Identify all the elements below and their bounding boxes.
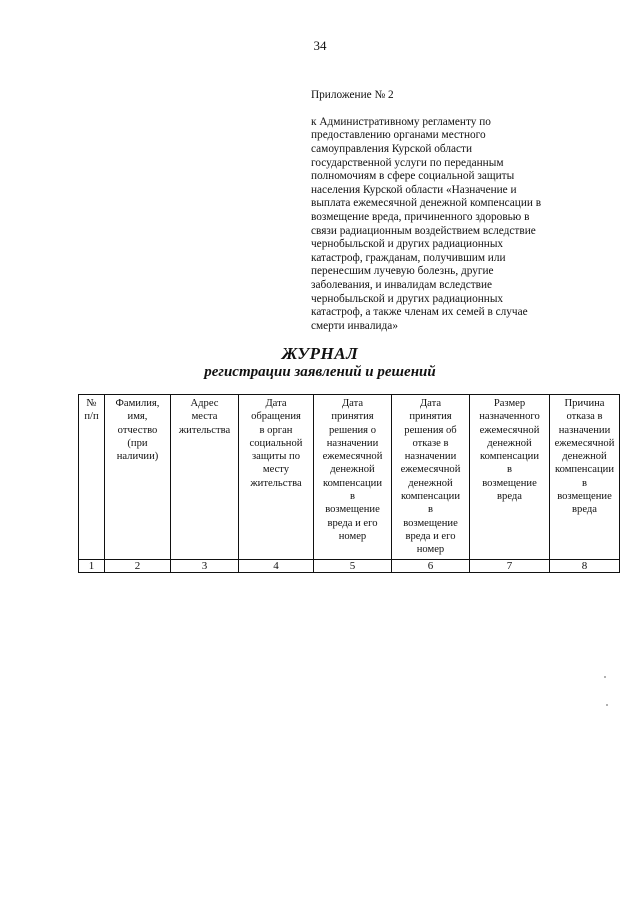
column-number: 5 [314, 559, 392, 572]
column-number: 8 [550, 559, 620, 572]
scan-speck [606, 704, 608, 706]
column-header-number: № п/п [79, 395, 105, 560]
journal-title: ЖУРНАЛ [281, 344, 359, 363]
column-header-compensation-amount: Размер назначенного ежемесячной денежной компенсации в возмещение вреда [470, 395, 550, 560]
column-number: 6 [392, 559, 470, 572]
appendix-title: Приложение № 2 [311, 88, 394, 101]
column-header-address: Адрес места жительства [171, 395, 239, 560]
column-number: 2 [105, 559, 171, 572]
appendix-text: к Административному регламенту по предоставлению органами местного самоуправления Курской области государственной услуги по переданным полномочиям в сфере социальной защиты населения Курской области «Назначение и выплата ежемесячной денежной компенсации в возмещение вреда, причиненного здоровью в связи радиационным воздействием вследствие чернобыльской и других радиационных катастроф, гражданам, получившим или перенесшим лучевую болезнь, другие заболевания, и инвалидам вследствие чернобыльской и других радиационных катастроф, а также членам их семей в случае смерти инвалида» [311, 115, 542, 332]
column-number: 7 [470, 559, 550, 572]
journal-table [78, 394, 620, 573]
page-number: 34 [313, 38, 327, 53]
column-number: 1 [79, 559, 105, 572]
appendix-block [311, 75, 611, 333]
scan-speck [604, 676, 606, 678]
column-header-refusal-decision: Дата принятия решения об отказе в назначении ежемесячной денежной компенсации в возмещение вреда и его номер [392, 395, 470, 560]
table-column-numbers-row [79, 559, 620, 572]
column-header-application-date: Дата обращения в орган социальной защиты по месту жительства [239, 395, 314, 560]
journal-subtitle: регистрации заявлений и решений [204, 364, 436, 380]
table-header-row [79, 395, 620, 560]
column-number: 3 [171, 559, 239, 572]
column-number: 4 [239, 559, 314, 572]
column-header-approval-decision: Дата принятия решения о назначении ежемесячной денежной компенсации в возмещение вреда и его номер [314, 395, 392, 560]
column-header-full-name: Фамилия, имя, отчество (при наличии) [105, 395, 171, 560]
column-header-refusal-reason: Причина отказа в назначении ежемесячной денежной компенсации в возмещение вреда [550, 395, 620, 560]
